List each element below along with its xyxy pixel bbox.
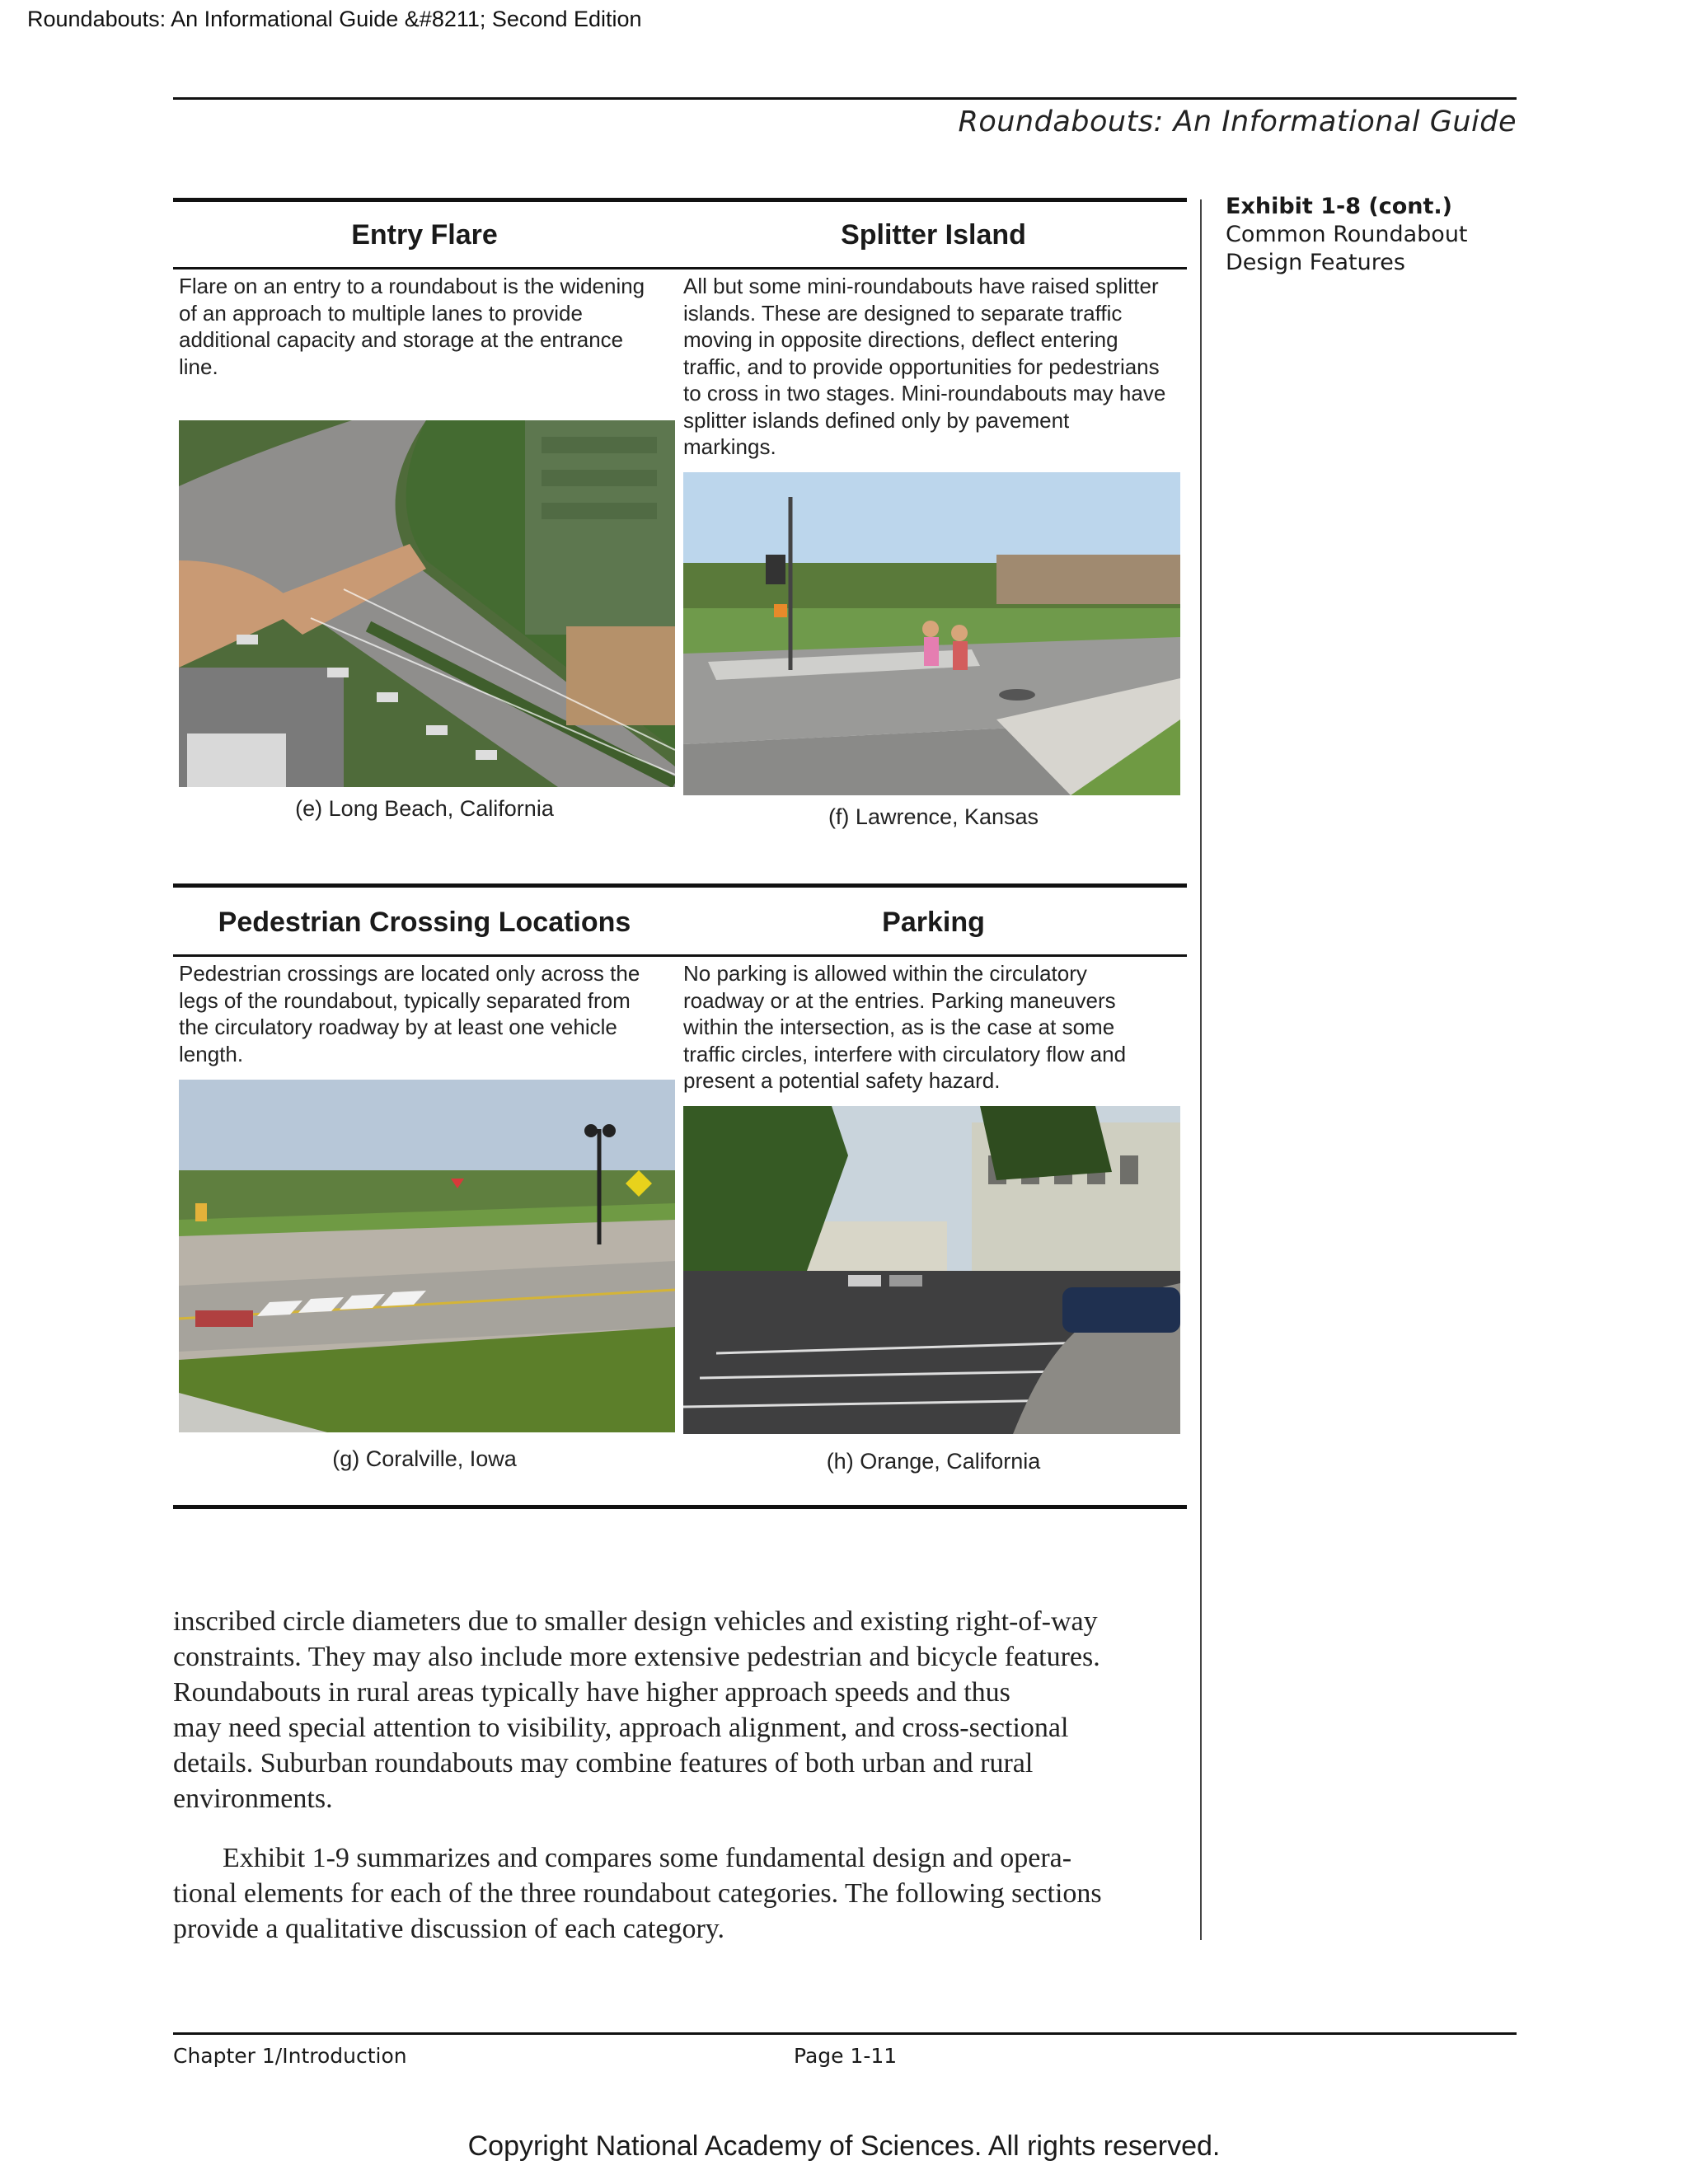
exhibit-number: Exhibit 1-8 (cont.) <box>1226 194 1453 219</box>
long-beach-caption: (e) Long Beach, California <box>295 796 554 821</box>
long-beach-photo <box>179 420 675 787</box>
pedestrian-heading: Pedestrian Crossing Locations <box>218 907 631 938</box>
text-line: line. <box>179 354 218 379</box>
text-line: of an approach to multiple lanes to provide <box>179 300 583 326</box>
splitter-island-description <box>683 273 1186 461</box>
text-line: Roundabouts in rural areas typically have higher approach speeds and thus <box>173 1677 1010 1708</box>
parking-heading: Parking <box>882 907 985 938</box>
table-top-rule <box>173 198 1187 202</box>
header-rule <box>173 97 1517 100</box>
text-line: details. Suburban roundabouts may combine features of both urban and rural <box>173 1748 1034 1779</box>
text-line: splitter islands defined only by pavement <box>683 407 1070 433</box>
text-line: to cross in two stages. Mini-roundabouts may have <box>683 381 1166 405</box>
chapter-label: Chapter 1/Introduction <box>173 2044 407 2068</box>
body-paragraph <box>173 1840 1203 1947</box>
text-line: within the intersection, as is the case at some <box>683 1015 1115 1039</box>
text-line: moving in opposite directions, deflect entering <box>683 327 1118 352</box>
text-line: tional elements for each of the three roundabout categories. The following sections <box>173 1878 1102 1909</box>
text-line: additional capacity and storage at the entrance <box>179 327 624 352</box>
text-line: islands. These are designed to separate traffic <box>683 300 1123 326</box>
body-paragraph <box>173 1604 1203 1816</box>
coralville-photo <box>179 1080 675 1432</box>
table-middle-rule <box>173 883 1187 888</box>
text-line: roadway or at the entries. Parking maneuvers <box>683 987 1116 1013</box>
text-line: length. <box>179 1041 244 1066</box>
text-line: markings. <box>683 434 776 459</box>
text-line: Exhibit 1-9 summarizes and compares some fundamental design and opera- <box>223 1843 1072 1873</box>
table-bottom-rule <box>173 1505 1187 1509</box>
orange-caption: (h) Orange, California <box>826 1449 1041 1474</box>
entry-flare-description <box>179 273 673 380</box>
text-line: provide a qualitative discussion of each category. <box>173 1914 725 1944</box>
text-line: constraints. They may also include more extensive pedestrian and bicycle features. <box>173 1642 1100 1672</box>
text-line: traffic, and to provide opportunities for pedestrians <box>683 354 1160 379</box>
lawrence-photo <box>683 472 1180 795</box>
entry-flare-heading: Entry Flare <box>351 219 498 251</box>
orange-photo <box>683 1106 1180 1434</box>
parking-description <box>683 960 1186 1094</box>
heading-rule <box>173 954 1187 957</box>
window-title: Roundabouts: An Informational Guide &#8211; Second Edition <box>27 7 642 31</box>
coralville-caption: (g) Coralville, Iowa <box>332 1446 517 1471</box>
splitter-island-heading: Splitter Island <box>841 219 1026 251</box>
page-number: Page 1-11 <box>794 2044 898 2068</box>
running-head: Roundabouts: An Informational Guide <box>958 105 1517 138</box>
text-line: Flare on an entry to a roundabout is the widening <box>179 274 645 298</box>
exhibit-title-line: Common Roundabout <box>1226 222 1468 247</box>
text-line: environments. <box>173 1783 333 1814</box>
text-line: traffic circles, interfere with circulatory flow and <box>683 1041 1127 1066</box>
text-line: inscribed circle diameters due to smaller design vehicles and existing right-of-way <box>173 1606 1098 1637</box>
heading-rule <box>173 267 1187 269</box>
copyright-notice: Copyright National Academy of Sciences. All rights reserved. <box>467 2130 1221 2162</box>
text-line: present a potential safety hazard. <box>683 1068 1001 1093</box>
exhibit-title-line: Design Features <box>1226 250 1405 275</box>
text-line: All but some mini-roundabouts have raised splitter <box>683 274 1159 298</box>
lawrence-caption: (f) Lawrence, Kansas <box>828 804 1039 829</box>
text-line: may need special attention to visibility, approach alignment, and cross-sectional <box>173 1713 1069 1743</box>
text-line: Pedestrian crossings are located only across the <box>179 961 640 986</box>
pedestrian-description <box>179 960 673 1067</box>
text-line: the circulatory roadway by at least one vehicle <box>179 1015 617 1039</box>
text-line: No parking is allowed within the circulatory <box>683 961 1087 986</box>
footer-rule <box>173 2032 1517 2035</box>
text-line: legs of the roundabout, typically separated from <box>179 987 631 1013</box>
